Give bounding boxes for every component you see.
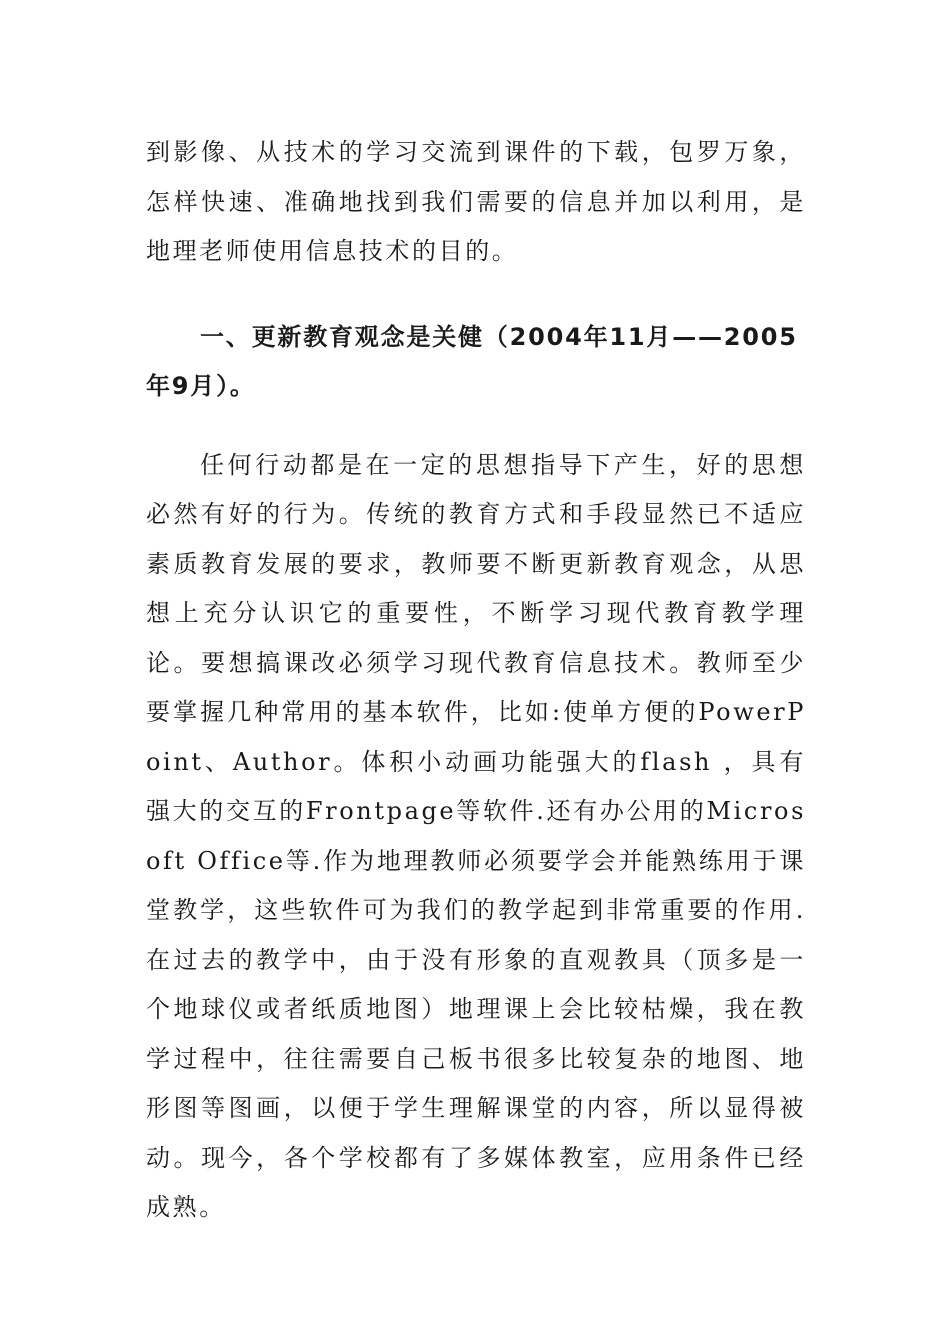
document-body [146,128,806,1233]
intro-paragraph: 到影像、从技术的学习交流到课件的下载，包罗万象，怎样快速、准确地找到我们需要的信息并加以利用，是地理老师使用信息技术的目的。 [146,138,806,265]
body-paragraph: 任何行动都是在一定的思想指导下产生，好的思想必然有好的行为。传统的教育方式和手段显然已不适应素质教育发展的要求，教师要不断更新教育观念，从思想上充分认识它的重要性，不断学习现代教育教学理论。要想搞课改必须学习现代教育信息技术。教师至少要掌握几种常用的基本软件，比如:使单方便的PowerPoint、Author。体积小动画功能强大的flash ，具有强大的交互的Frontpage等软件.还有办公用的Microsoft Office等.作为地理教师必须要学会并能熟练用于课堂教学，这些软件可为我们的教学起到非常重要的作用.在过去的教学中，由于没有形象的直观教具（顶多是一个地球仪或者纸质地图）地理课上会比较枯燥，我在教学过程中，往往需要自己板书很多比较复杂的地图、地形图等图画，以便于学生理解课堂的内容，所以显得被动。现今，各个学校都有了多媒体教室，应用条件已经成熟。 [146,450,806,1221]
section-heading: 一、更新教育观念是关健（2004年11月——2005年9月）。 [146,322,798,400]
